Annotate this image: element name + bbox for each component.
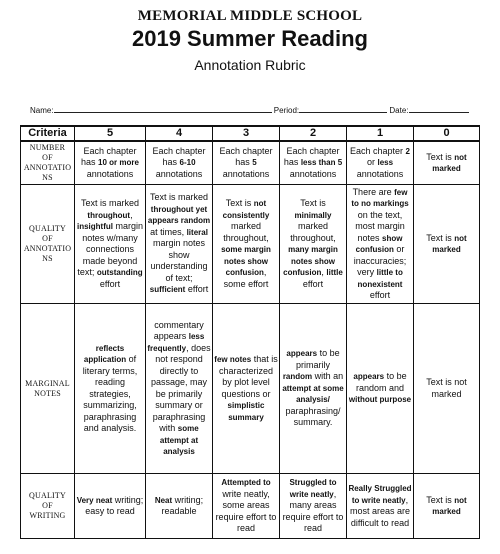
school-name: MEMORIAL MIDDLE SCHOOL	[137, 8, 363, 24]
cell-text: to be primarily	[295, 348, 340, 370]
document-subtitle: Annotation Rubric	[194, 57, 306, 73]
rubric-cell	[213, 304, 280, 474]
rubric-cell	[213, 141, 280, 185]
period-label: Period:	[273, 106, 300, 115]
rubric-cell	[146, 304, 213, 474]
rubric-header-row	[21, 126, 480, 141]
column-header: 1	[347, 126, 414, 141]
cell-text: Attempted to	[221, 478, 271, 488]
cell-text: literal	[186, 227, 208, 237]
criteria-label: WRITING	[29, 511, 66, 520]
cell-text: to be random and	[355, 371, 407, 393]
column-header: Criteria	[21, 126, 75, 141]
column-header: 4	[146, 126, 213, 141]
cell-text: Text is	[426, 151, 455, 162]
cell-text: Struggled to write neatly	[289, 478, 337, 499]
criteria-cell	[21, 185, 75, 304]
criteria-label: NOTES	[34, 388, 61, 398]
cell-text: little	[326, 268, 343, 277]
criteria-cell	[21, 474, 75, 539]
cell-text: little to nonexistent	[357, 268, 403, 289]
cell-text: not consistently	[222, 199, 270, 220]
cell-text: Neat	[154, 495, 173, 505]
cell-text: , does not respond directly to passage, may be primarily summary or paraphrasing with	[150, 342, 211, 433]
rubric-row	[21, 141, 480, 185]
cell-text: 5	[252, 158, 257, 168]
cell-text: show confusion	[355, 233, 403, 254]
cell-text: effort	[185, 284, 209, 295]
cell-text: appears	[286, 349, 318, 359]
rubric-cell	[280, 304, 347, 474]
criteria-label: OF	[42, 153, 53, 162]
criteria-label: ANNOTATIONS	[23, 163, 72, 182]
rubric-table	[20, 125, 480, 539]
rubric-cell	[347, 474, 414, 539]
criteria-label: ANNOTATIONS	[23, 244, 72, 263]
cell-text: marked throughout,	[290, 221, 336, 243]
cell-text: 10 or more	[98, 158, 139, 168]
cell-text: Each chapter has	[283, 145, 340, 168]
rubric-cell	[75, 185, 146, 304]
rubric-cell	[213, 474, 280, 539]
cell-text: commentary appears	[153, 319, 204, 341]
cell-text: not marked	[432, 233, 467, 254]
column-header: 3	[213, 126, 280, 141]
rubric-cell	[414, 185, 480, 304]
cell-text: Text is	[300, 198, 326, 208]
cell-text: without purpose	[348, 395, 412, 405]
column-header: 5	[75, 126, 146, 141]
cell-text: less frequently	[147, 332, 205, 353]
cell-text: appears	[353, 372, 385, 382]
cell-text: annotations	[155, 168, 203, 179]
cell-text: annotations	[289, 168, 337, 179]
rubric-cell	[280, 474, 347, 539]
rubric-row	[21, 304, 480, 474]
rubric-cell	[280, 185, 347, 304]
cell-text: with an	[312, 371, 344, 382]
rubric-cell	[75, 304, 146, 474]
cell-text: some margin notes show confusion	[221, 245, 271, 277]
cell-text: or inaccuracies; very	[353, 244, 407, 277]
cell-text: , most areas are difficult to read	[349, 494, 411, 528]
criteria-label: MARGINAL	[25, 378, 70, 388]
cell-text: annotations	[222, 168, 270, 179]
cell-text: Each chapter has	[152, 145, 206, 168]
cell-text: that is characterized by plot level questions or	[218, 354, 278, 399]
rubric-cell	[146, 141, 213, 185]
rubric-cell	[347, 185, 414, 304]
cell-text: attempt at some analysis/	[282, 383, 344, 405]
document-title: 2019 Summer Reading	[132, 26, 368, 51]
cell-text: 2	[405, 146, 410, 156]
date-field[interactable]	[409, 104, 469, 113]
cell-text: reflects application	[83, 343, 127, 364]
cell-text: minimally	[294, 210, 332, 220]
cell-text: on the text, most margin notes	[355, 209, 405, 243]
cell-text: not marked	[432, 495, 467, 516]
rubric-cell	[414, 474, 480, 539]
cell-text: Each chapter has	[219, 145, 273, 168]
rubric-cell	[146, 185, 213, 304]
rubric-cell	[75, 474, 146, 539]
cell-text: 6-10	[179, 158, 196, 168]
rubric-cell	[146, 474, 213, 539]
rubric-cell	[414, 141, 480, 185]
cell-text: effort	[302, 278, 324, 289]
cell-text: at times,	[150, 226, 187, 237]
cell-text: Each chapter	[350, 145, 406, 156]
cell-text: margin notes w/many connections made beyond text;	[77, 221, 143, 277]
cell-text: Text is marked	[149, 192, 209, 203]
cell-text: Text is	[426, 232, 455, 243]
cell-text: marked throughout,	[223, 221, 269, 243]
cell-text: less	[377, 158, 394, 168]
cell-text: many margin notes show confusion	[283, 245, 338, 277]
rubric-cell	[414, 304, 480, 474]
cell-text: throughout	[87, 210, 131, 220]
criteria-label: OF	[42, 234, 53, 243]
student-info-fields	[30, 104, 480, 115]
cell-text: effort	[99, 278, 121, 289]
cell-text: few to no markings	[351, 187, 409, 208]
cell-text: sufficient	[149, 285, 186, 295]
cell-text: Text is marked	[80, 198, 140, 208]
name-label: Name:	[30, 106, 54, 115]
cell-text: annotations	[86, 168, 134, 179]
criteria-cell	[21, 141, 75, 185]
cell-text: less than 5	[300, 158, 343, 168]
criteria-label: QUALITY	[29, 491, 66, 500]
cell-text: throughout yet appears random	[147, 204, 211, 226]
cell-text: effort	[369, 290, 391, 300]
rubric-cell	[347, 304, 414, 474]
name-field[interactable]	[54, 104, 272, 113]
cell-text: , some effort	[223, 267, 269, 289]
cell-text: There are	[352, 186, 395, 197]
cell-text: paraphrasing/ summary.	[285, 405, 341, 428]
column-header: 2	[280, 126, 347, 141]
rubric-cell	[347, 141, 414, 185]
date-label: Date:	[389, 106, 409, 115]
cell-text: ,	[321, 267, 327, 277]
cell-text: Very neat	[76, 495, 113, 505]
cell-text: Each chapter has	[81, 145, 137, 168]
criteria-label: QUALITY	[29, 224, 66, 233]
cell-text: annotations	[356, 168, 404, 179]
cell-text: random	[282, 372, 313, 382]
rubric-cell	[213, 185, 280, 304]
rubric-row	[21, 185, 480, 304]
criteria-label: OF	[42, 501, 53, 510]
cell-text: of literary terms, reading strategies, summarizing, paraphrasing and analysis.	[82, 354, 138, 433]
cell-text: Text is	[225, 198, 254, 208]
rubric-row	[21, 474, 480, 539]
criteria-label: NUMBER	[29, 143, 66, 152]
cell-text: few notes	[214, 355, 252, 364]
cell-text: Text is	[426, 494, 455, 505]
cell-text: Really Struggled to write neatly	[348, 484, 412, 505]
cell-text: , many areas require effort to read	[282, 488, 344, 534]
cell-text: outstanding	[96, 268, 143, 277]
cell-text: simplistic summary	[227, 401, 265, 422]
cell-text: writing; easy to read	[85, 494, 144, 516]
column-header: 0	[414, 126, 480, 141]
period-field[interactable]	[299, 104, 387, 113]
cell-text: not marked	[432, 152, 467, 173]
cell-text: ,	[130, 209, 133, 220]
cell-text: Text is not marked	[426, 377, 467, 399]
rubric-cell	[75, 141, 146, 185]
rubric-cell	[280, 141, 347, 185]
cell-text: or	[366, 157, 378, 168]
cell-text: insightful	[76, 222, 113, 231]
criteria-cell	[21, 304, 75, 474]
cell-text: margin notes show understanding of text;	[150, 238, 208, 283]
cell-text: write neatly, some areas require effort to read	[215, 488, 277, 534]
cell-text: some attempt at analysis	[159, 424, 199, 456]
cell-text: writing; readable	[161, 494, 204, 516]
